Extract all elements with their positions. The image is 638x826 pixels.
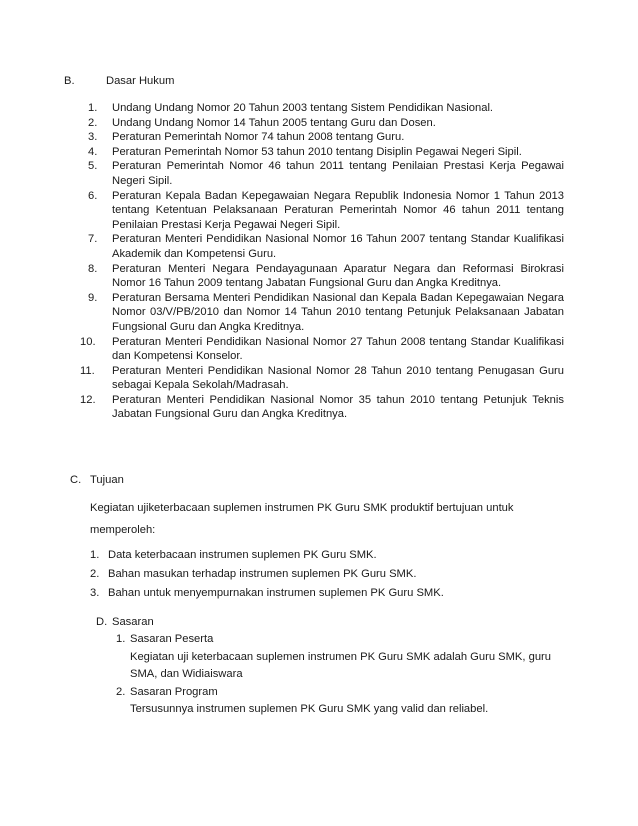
item-number: 1. <box>90 549 100 561</box>
item-text: Bahan masukan terhadap instrumen suplemen PK Guru SMK. <box>108 568 417 580</box>
item-number: 3. <box>90 587 100 599</box>
section-d-title: Sasaran <box>112 616 154 628</box>
objective-list <box>90 546 444 603</box>
item-title: Sasaran Peserta <box>130 633 214 645</box>
item-text: Peraturan Menteri Pendidikan Nasional Nomor 27 Tahun 2008 tentang Standar Kualifikasi dan Kompetensi Konselor. <box>112 335 564 363</box>
list-item <box>116 684 566 719</box>
item-title: Sasaran Program <box>130 685 218 698</box>
item-text: Peraturan Bersama Menteri Pendidikan Nasional dan Kepala Badan Kepegawaian Negara Nomor 03/V/PB/2010 dan Nomor 14 Tahun 2010 tentang Petunjuk Pelaksanaan Jabatan Fungsional Guru dan Angka Kreditnya. <box>112 291 564 333</box>
item-text: Peraturan Pemerintah Nomor 46 tahun 2011 tentang Penilaian Prestasi Kerja Pegawai Negeri Sipil. <box>112 160 564 187</box>
item-text: Peraturan Pemerintah Nomor 53 tahun 2010 tentang Disiplin Pegawai Negeri Sipil. <box>112 145 522 158</box>
item-number: 11. <box>80 364 95 377</box>
list-item <box>88 101 564 116</box>
section-d-letter: D. <box>96 616 108 628</box>
item-number: 1. <box>116 633 126 645</box>
item-number: 8. <box>88 262 98 275</box>
list-item <box>90 565 444 584</box>
item-number: 2. <box>88 116 98 129</box>
section-c-title: Tujuan <box>90 474 124 486</box>
list-item <box>88 159 564 188</box>
list-item <box>90 546 444 565</box>
item-number: 3. <box>88 131 98 144</box>
item-text: Peraturan Pemerintah Nomor 74 tahun 2008 tentang Guru. <box>112 131 405 144</box>
list-item <box>116 631 566 684</box>
item-number: 2. <box>116 685 126 698</box>
item-text: Bahan untuk menyempurnakan instrumen suplemen PK Guru SMK. <box>108 587 444 599</box>
item-number: 2. <box>90 568 100 580</box>
list-item <box>88 262 564 291</box>
item-number: 6. <box>88 189 98 202</box>
list-item <box>80 393 564 422</box>
list-item <box>88 145 564 160</box>
item-text: Peraturan Menteri Negara Pendayagunaan Aparatur Negara dan Reformasi Birokrasi Nomor 16 Tahun 2009 tentang Jabatan Fungsional Guru dan Angka Kreditnya. <box>112 262 564 290</box>
section-b-letter: B. <box>64 75 75 87</box>
item-text: Kegiatan uji keterbacaan suplemen instrumen PK Guru SMK adalah Guru SMK, guru SMA, dan Widiaiswara <box>130 650 552 680</box>
section-b-title: Dasar Hukum <box>106 75 175 87</box>
item-number: 7. <box>88 233 98 246</box>
list-item <box>80 335 564 364</box>
item-text: Tersusunnya instrumen suplemen PK Guru SMK yang valid dan reliabel. <box>130 703 489 715</box>
item-text: Peraturan Kepala Badan Kepegawaian Negara Republik Indonesia Nomor 1 Tahun 2013 tentang Ketentuan Pelaksanaan Peraturan Pemerintah Nomor 46 tahun 2011 tentang Penilaian Prestasi Kerja Pegawai Negeri Sipil. <box>112 189 564 231</box>
item-text: Data keterbacaan instrumen suplemen PK Guru SMK. <box>108 549 377 561</box>
list-item <box>88 232 564 261</box>
item-text: Peraturan Menteri Pendidikan Nasional Nomor 35 tahun 2010 tentang Petunjuk Teknis Jabatan Fungsional Guru dan Angka Kreditnya. <box>112 393 564 421</box>
list-item <box>88 189 564 233</box>
item-text: Peraturan Menteri Pendidikan Nasional Nomor 16 Tahun 2007 tentang Standar Kualifikasi Akademik dan Kompetensi Guru. <box>112 233 564 260</box>
list-item <box>88 130 564 145</box>
list-item <box>80 364 564 393</box>
list-item <box>90 584 444 603</box>
item-number: 10. <box>80 335 96 348</box>
item-number: 12. <box>80 393 96 406</box>
item-text: Peraturan Menteri Pendidikan Nasional Nomor 28 Tahun 2010 tentang Penugasan Guru sebagai Kepala Sekolah/Madrasah. <box>112 364 564 392</box>
item-text: Undang Undang Nomor 20 Tahun 2003 tentang Sistem Pendidikan Nasional. <box>112 102 494 114</box>
section-c-heading <box>70 472 124 488</box>
item-number: 9. <box>88 291 98 304</box>
section-b-heading <box>64 73 174 89</box>
item-number: 5. <box>88 160 98 173</box>
section-d-heading <box>96 614 154 630</box>
item-text: Undang Undang Nomor 14 Tahun 2005 tentang Guru dan Dosen. <box>112 116 436 129</box>
objective-paragraph: Kegiatan ujiketerbacaan suplemen instrumen PK Guru SMK produktif bertujuan untuk memperoleh: <box>90 502 514 536</box>
section-c-letter: C. <box>70 474 82 486</box>
item-number: 1. <box>88 102 98 114</box>
list-item <box>88 291 564 335</box>
legal-basis-list <box>80 101 564 422</box>
item-number: 4. <box>88 145 98 158</box>
target-list <box>116 631 566 719</box>
list-item <box>88 116 564 131</box>
